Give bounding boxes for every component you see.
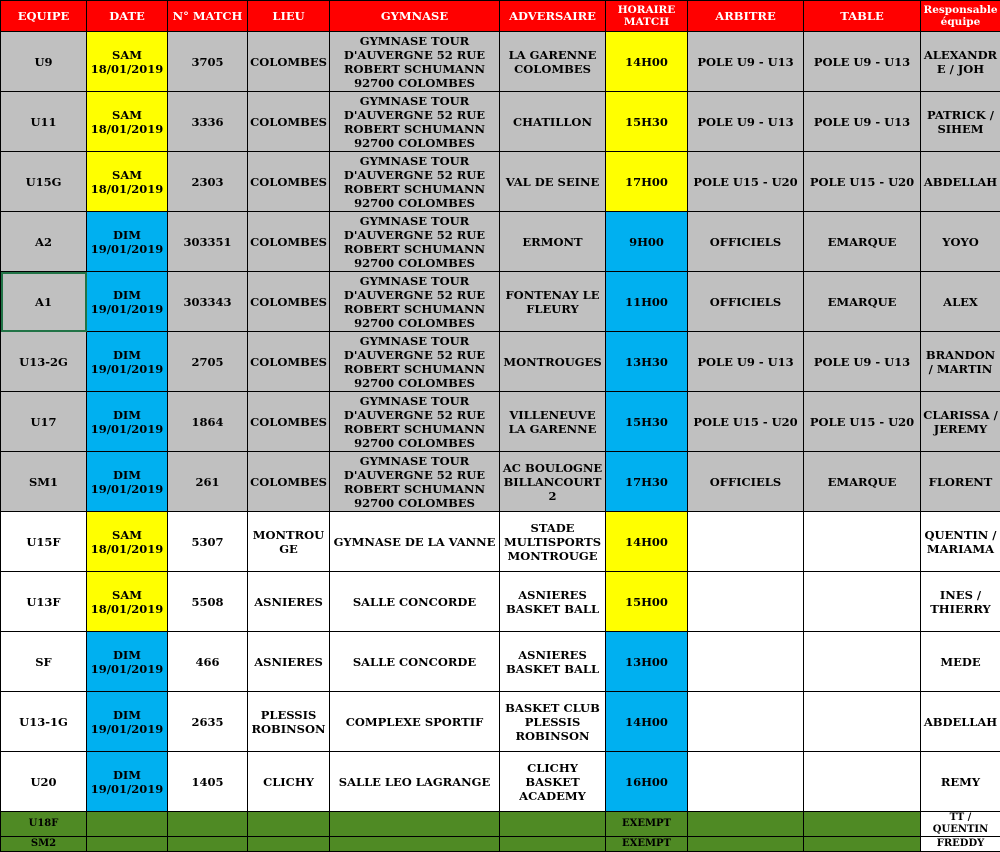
cell-equipe[interactable]: SM1 (1, 452, 87, 512)
cell-responsable[interactable]: CLARISSA / JEREMY (921, 392, 1000, 452)
cell-equipe[interactable]: A1 (1, 272, 87, 332)
cell-arbitre[interactable]: OFFICIELS (688, 212, 804, 272)
cell-match[interactable] (168, 812, 248, 837)
cell-table[interactable] (804, 812, 921, 837)
cell-responsable[interactable]: PATRICK / SIHEM (921, 92, 1000, 152)
header-lieu[interactable]: LIEU (248, 1, 330, 32)
cell-lieu[interactable] (248, 812, 330, 837)
cell-lieu[interactable]: ASNIERES (248, 632, 330, 692)
cell-lieu[interactable]: COLOMBES (248, 272, 330, 332)
cell-date[interactable]: DIM 19/01/2019 (87, 692, 168, 752)
cell-adversaire[interactable]: VAL DE SEINE (500, 152, 606, 212)
cell-lieu[interactable]: ASNIERES (248, 572, 330, 632)
cell-arbitre[interactable]: POLE U15 - U20 (688, 152, 804, 212)
cell-gymnase[interactable]: GYMNASE TOUR D'AUVERGNE 52 RUE ROBERT SCHUMANN 92700 COLOMBES (330, 212, 500, 272)
cell-gymnase[interactable]: COMPLEXE SPORTIF (330, 692, 500, 752)
header-responsable[interactable]: Responsable équipe (921, 1, 1000, 32)
cell-horaire[interactable]: EXEMPT (606, 812, 688, 837)
cell-match[interactable]: 466 (168, 632, 248, 692)
cell-gymnase[interactable]: GYMNASE TOUR D'AUVERGNE 52 RUE ROBERT SCHUMANN 92700 COLOMBES (330, 332, 500, 392)
cell-date[interactable]: SAM 18/01/2019 (87, 572, 168, 632)
cell-equipe[interactable]: U20 (1, 752, 87, 812)
cell-match[interactable]: 2705 (168, 332, 248, 392)
cell-arbitre[interactable]: OFFICIELS (688, 452, 804, 512)
cell-equipe[interactable]: U17 (1, 392, 87, 452)
cell-responsable[interactable]: ABDELLAH (921, 692, 1000, 752)
cell-responsable[interactable]: YOYO (921, 212, 1000, 272)
header-table[interactable]: TABLE (804, 1, 921, 32)
cell-horaire[interactable]: 14H00 (606, 512, 688, 572)
header-horaire[interactable]: HORAIRE MATCH (606, 1, 688, 32)
cell-arbitre[interactable] (688, 812, 804, 837)
cell-adversaire[interactable]: ASNIERES BASKET BALL (500, 632, 606, 692)
cell-responsable[interactable]: BRANDON / MARTIN (921, 332, 1000, 392)
cell-horaire[interactable]: 14H00 (606, 692, 688, 752)
cell-equipe[interactable]: U15G (1, 152, 87, 212)
table-row (1, 392, 1000, 452)
cell-arbitre[interactable]: POLE U9 - U13 (688, 92, 804, 152)
exempt-row (1, 812, 1000, 837)
cell-responsable[interactable]: ALEX (921, 272, 1000, 332)
table-row (1, 152, 1000, 212)
cell-date[interactable]: SAM 18/01/2019 (87, 512, 168, 572)
cell-equipe[interactable]: U13F (1, 572, 87, 632)
cell-date[interactable]: DIM 19/01/2019 (87, 272, 168, 332)
cell-lieu[interactable]: COLOMBES (248, 152, 330, 212)
cell-table[interactable]: EMARQUE (804, 452, 921, 512)
cell-responsable[interactable]: REMY (921, 752, 1000, 812)
cell-adversaire[interactable]: FONTENAY LE FLEURY (500, 272, 606, 332)
cell-adversaire[interactable] (500, 812, 606, 837)
cell-arbitre[interactable]: POLE U9 - U13 (688, 32, 804, 92)
cell-table[interactable]: EMARQUE (804, 212, 921, 272)
table-row (1, 692, 1000, 752)
cell-horaire[interactable]: 14H00 (606, 32, 688, 92)
cell-adversaire[interactable]: ERMONT (500, 212, 606, 272)
cell-lieu[interactable] (248, 837, 330, 852)
cell-table[interactable]: POLE U9 - U13 (804, 92, 921, 152)
cell-arbitre[interactable] (688, 572, 804, 632)
cell-responsable[interactable]: ALEXANDRE / JOH (921, 32, 1000, 92)
header-date[interactable]: DATE (87, 1, 168, 32)
cell-date[interactable]: DIM 19/01/2019 (87, 452, 168, 512)
table-row (1, 92, 1000, 152)
header-match[interactable]: N° MATCH (168, 1, 248, 32)
header-gymnase[interactable]: GYMNASE (330, 1, 500, 32)
cell-equipe[interactable]: SM2 (1, 837, 87, 852)
cell-equipe[interactable]: U13-1G (1, 692, 87, 752)
cell-gymnase[interactable]: GYMNASE TOUR D'AUVERGNE 52 RUE ROBERT SCHUMANN 92700 COLOMBES (330, 272, 500, 332)
cell-arbitre[interactable] (688, 692, 804, 752)
cell-adversaire[interactable]: CLICHY BASKET ACADEMY (500, 752, 606, 812)
cell-match[interactable]: 1405 (168, 752, 248, 812)
cell-table[interactable]: POLE U9 - U13 (804, 32, 921, 92)
cell-match[interactable]: 303351 (168, 212, 248, 272)
cell-match[interactable]: 3705 (168, 32, 248, 92)
cell-lieu[interactable]: COLOMBES (248, 452, 330, 512)
header-row (1, 1, 1000, 32)
cell-date[interactable]: SAM 18/01/2019 (87, 32, 168, 92)
cell-equipe[interactable]: U9 (1, 32, 87, 92)
cell-date[interactable]: DIM 19/01/2019 (87, 212, 168, 272)
cell-date[interactable] (87, 837, 168, 852)
cell-match[interactable]: 303343 (168, 272, 248, 332)
cell-arbitre[interactable] (688, 632, 804, 692)
table-row (1, 452, 1000, 512)
cell-arbitre[interactable] (688, 752, 804, 812)
cell-date[interactable]: DIM 19/01/2019 (87, 392, 168, 452)
cell-date[interactable] (87, 812, 168, 837)
cell-adversaire[interactable]: AC BOULOGNE BILLANCOURT 2 (500, 452, 606, 512)
cell-equipe[interactable]: SF (1, 632, 87, 692)
cell-lieu[interactable]: COLOMBES (248, 32, 330, 92)
table-row (1, 752, 1000, 812)
cell-horaire[interactable]: 16H00 (606, 752, 688, 812)
cell-adversaire[interactable] (500, 837, 606, 852)
cell-gymnase[interactable]: GYMNASE TOUR D'AUVERGNE 52 RUE ROBERT SCHUMANN 92700 COLOMBES (330, 32, 500, 92)
cell-date[interactable]: DIM 19/01/2019 (87, 752, 168, 812)
cell-gymnase[interactable]: GYMNASE TOUR D'AUVERGNE 52 RUE ROBERT SCHUMANN 92700 COLOMBES (330, 452, 500, 512)
cell-gymnase[interactable]: SALLE CONCORDE (330, 632, 500, 692)
cell-horaire[interactable]: 15H30 (606, 92, 688, 152)
cell-equipe[interactable]: U11 (1, 92, 87, 152)
cell-horaire[interactable]: 13H00 (606, 632, 688, 692)
cell-gymnase[interactable]: SALLE LEO LAGRANGE (330, 752, 500, 812)
cell-adversaire[interactable]: CHATILLON (500, 92, 606, 152)
cell-adversaire[interactable]: ASNIERES BASKET BALL (500, 572, 606, 632)
cell-date[interactable]: SAM 18/01/2019 (87, 152, 168, 212)
cell-match[interactable]: 1864 (168, 392, 248, 452)
cell-responsable[interactable]: TT / QUENTIN (921, 812, 1000, 837)
cell-lieu[interactable]: PLESSIS ROBINSON (248, 692, 330, 752)
cell-gymnase[interactable]: GYMNASE DE LA VANNE (330, 512, 500, 572)
cell-adversaire[interactable]: BASKET CLUB PLESSIS ROBINSON (500, 692, 606, 752)
cell-arbitre[interactable]: POLE U15 - U20 (688, 392, 804, 452)
schedule-body (1, 32, 1000, 852)
cell-responsable[interactable]: MEDE (921, 632, 1000, 692)
cell-adversaire[interactable]: VILLENEUVE LA GARENNE (500, 392, 606, 452)
cell-table[interactable]: POLE U15 - U20 (804, 152, 921, 212)
cell-lieu[interactable]: COLOMBES (248, 92, 330, 152)
cell-responsable[interactable]: QUENTIN / MARIAMA (921, 512, 1000, 572)
table-row (1, 32, 1000, 92)
table-row (1, 512, 1000, 572)
cell-gymnase[interactable]: SALLE CONCORDE (330, 572, 500, 632)
cell-gymnase[interactable]: GYMNASE TOUR D'AUVERGNE 52 RUE ROBERT SCHUMANN 92700 COLOMBES (330, 392, 500, 452)
cell-horaire[interactable]: 15H00 (606, 572, 688, 632)
header-adversaire[interactable]: ADVERSAIRE (500, 1, 606, 32)
cell-horaire[interactable]: 17H30 (606, 452, 688, 512)
cell-lieu[interactable]: MONTROUGE (248, 512, 330, 572)
cell-date[interactable]: SAM 18/01/2019 (87, 92, 168, 152)
cell-table[interactable]: POLE U15 - U20 (804, 392, 921, 452)
cell-gymnase[interactable] (330, 812, 500, 837)
cell-table[interactable] (804, 752, 921, 812)
cell-match[interactable]: 5508 (168, 572, 248, 632)
cell-responsable[interactable]: FREDDY (921, 837, 1000, 852)
table-row (1, 572, 1000, 632)
cell-horaire[interactable]: 13H30 (606, 332, 688, 392)
cell-lieu[interactable]: CLICHY (248, 752, 330, 812)
cell-match[interactable]: 2635 (168, 692, 248, 752)
cell-gymnase[interactable]: GYMNASE TOUR D'AUVERGNE 52 RUE ROBERT SCHUMANN 92700 COLOMBES (330, 92, 500, 152)
cell-adversaire[interactable]: STADE MULTISPORTS MONTROUGE (500, 512, 606, 572)
cell-arbitre[interactable]: POLE U9 - U13 (688, 332, 804, 392)
cell-table[interactable]: POLE U9 - U13 (804, 332, 921, 392)
cell-arbitre[interactable] (688, 512, 804, 572)
cell-table[interactable] (804, 632, 921, 692)
cell-arbitre[interactable]: OFFICIELS (688, 272, 804, 332)
cell-responsable[interactable]: FLORENT (921, 452, 1000, 512)
cell-date[interactable]: DIM 19/01/2019 (87, 632, 168, 692)
cell-match[interactable]: 261 (168, 452, 248, 512)
cell-lieu[interactable]: COLOMBES (248, 212, 330, 272)
cell-equipe[interactable]: U13-2G (1, 332, 87, 392)
table-row (1, 332, 1000, 392)
header-arbitre[interactable]: ARBITRE (688, 1, 804, 32)
cell-date[interactable]: DIM 19/01/2019 (87, 332, 168, 392)
header-equipe[interactable]: EQUIPE (1, 1, 87, 32)
cell-gymnase[interactable] (330, 837, 500, 852)
cell-lieu[interactable]: COLOMBES (248, 392, 330, 452)
cell-match[interactable]: 3336 (168, 92, 248, 152)
cell-adversaire[interactable]: MONTROUGES (500, 332, 606, 392)
cell-equipe[interactable]: A2 (1, 212, 87, 272)
cell-table[interactable] (804, 512, 921, 572)
cell-horaire[interactable]: 17H00 (606, 152, 688, 212)
cell-horaire[interactable]: EXEMPT (606, 837, 688, 852)
cell-responsable[interactable]: ABDELLAH (921, 152, 1000, 212)
cell-match[interactable]: 5307 (168, 512, 248, 572)
cell-table[interactable] (804, 837, 921, 852)
cell-equipe[interactable]: U18F (1, 812, 87, 837)
cell-horaire[interactable]: 11H00 (606, 272, 688, 332)
cell-gymnase[interactable]: GYMNASE TOUR D'AUVERGNE 52 RUE ROBERT SCHUMANN 92700 COLOMBES (330, 152, 500, 212)
cell-match[interactable]: 2303 (168, 152, 248, 212)
cell-lieu[interactable]: COLOMBES (248, 332, 330, 392)
cell-table[interactable]: EMARQUE (804, 272, 921, 332)
cell-table[interactable] (804, 692, 921, 752)
cell-adversaire[interactable]: LA GARENNE COLOMBES (500, 32, 606, 92)
exempt-row (1, 837, 1000, 852)
table-row (1, 212, 1000, 272)
cell-arbitre[interactable] (688, 837, 804, 852)
cell-responsable[interactable]: INES / THIERRY (921, 572, 1000, 632)
table-row (1, 632, 1000, 692)
cell-table[interactable] (804, 572, 921, 632)
cell-horaire[interactable]: 15H30 (606, 392, 688, 452)
cell-equipe[interactable]: U15F (1, 512, 87, 572)
cell-horaire[interactable]: 9H00 (606, 212, 688, 272)
cell-match[interactable] (168, 837, 248, 852)
table-row (1, 272, 1000, 332)
